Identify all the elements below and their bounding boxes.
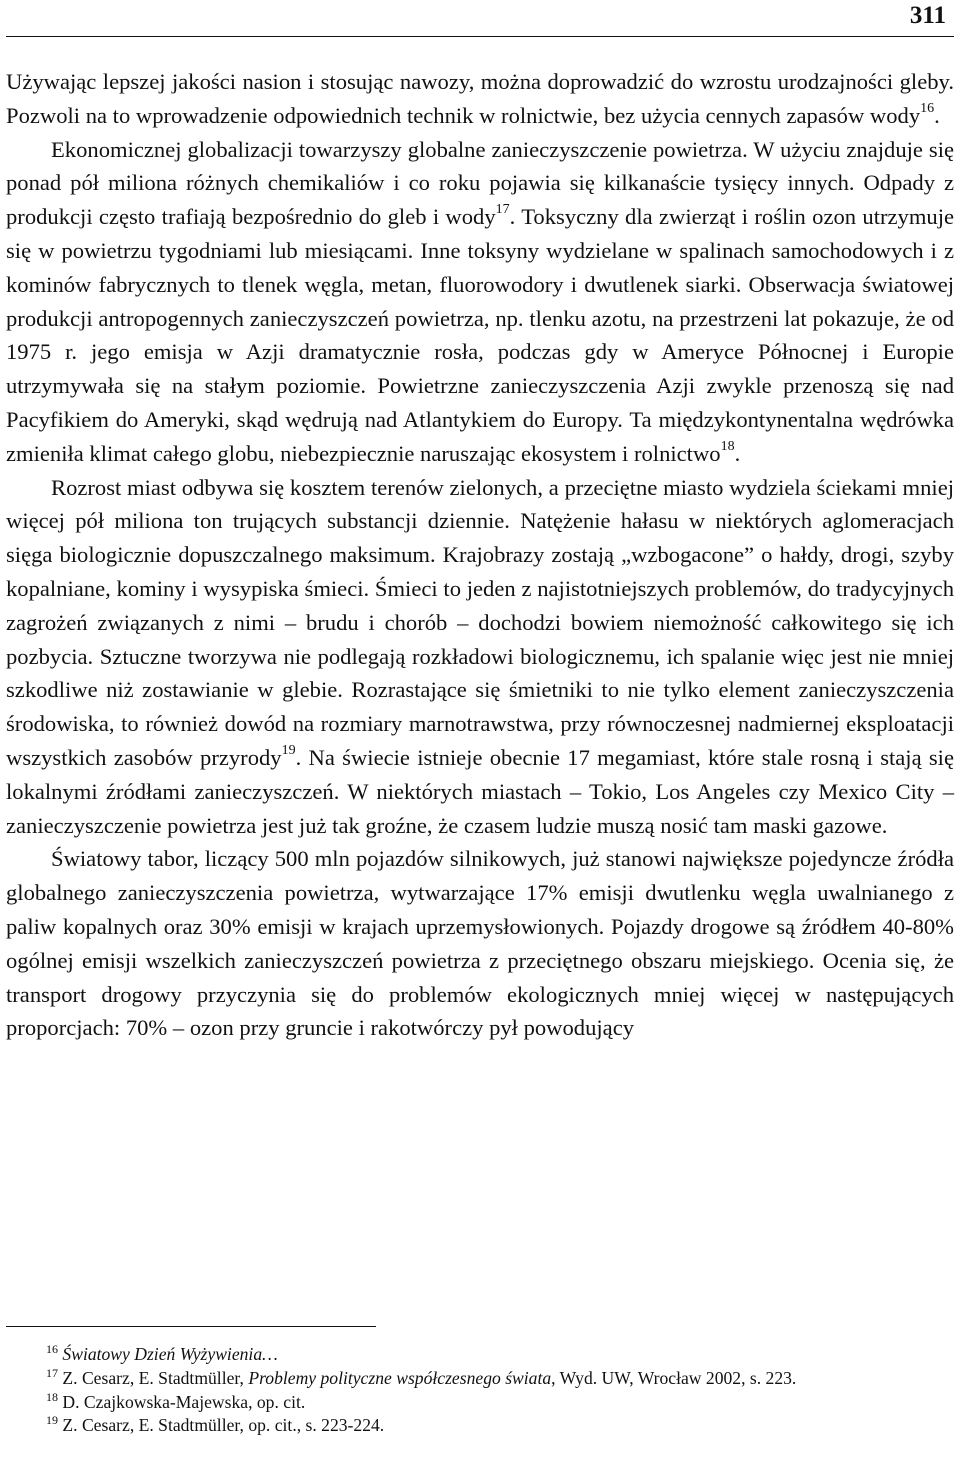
- footnote-number: 17: [46, 1365, 58, 1380]
- footnote: [6, 1367, 954, 1391]
- text-run: . Na świecie istnieje obecnie 17 megamiast, które stale rosną i stają się lokalnymi źródłami zanieczyszczeń. W niektórych miastach – Tokio, Los Angeles czy Mexico City – zanieczyszczenie powietrza jest już tak groźne, że czasem ludzie muszą nosić tam maski gazowe.: [6, 744, 954, 838]
- paragraph: [6, 133, 954, 471]
- text-run: Z. Cesarz, E. Stadtmüller, op. cit., s. 223-224.: [62, 1415, 385, 1436]
- footnote: [6, 1343, 954, 1367]
- text-run: Z. Cesarz, E. Stadtmüller,: [62, 1367, 249, 1388]
- text-run: , Wyd. UW, Wrocław 2002, s. 223.: [551, 1367, 797, 1388]
- text-run: Światowy tabor, liczący 500 mln pojazdów silnikowych, już stanowi największe pojedyncze źródła globalnego zanieczyszczenia powietrza, wytwarzające 17% emisji dwutlenku węgla uwalnianego z paliw kopalnych oraz 30% emisji w krajach uprzemysłowionych. Pojazdy drogowe są źródłem 40-80% ogólnej emisji wszelkich zanieczyszczeń powietrza z przeciętnego obszaru miejskiego. Ocenia się, że transport drogowy przyczynia się do problemów ekologicznych mniej więcej w następujących proporcjach: 70% – ozon przy gruncie i rakotwórczy pył powodujący: [6, 846, 954, 1041]
- text-run: Ekonomicznej globalizacji towarzyszy globalne zanieczyszczenie powietrza. W użyciu znajduje się ponad pół miliona różnych chemikaliów i co roku pojawia się kilkanaście tysięcy innych. Odpady z produkcji często trafiają bezpośrednio do gleb i wody: [6, 136, 954, 230]
- text-run: .: [934, 102, 940, 128]
- footnotes: [6, 1343, 954, 1438]
- text-run: Rozrost miast odbywa się kosztem terenów zielonych, a przeciętne miasto wydziela ściekami mniej więcej pół miliona ton trujących substancji dziennie. Natężenie hałasu w niektórych aglomeracjach sięga biologicznie dopuszczalnego maksimum. Krajobrazy zostają „wzbogacone” o hałdy, drogi, szyby kopalniane, kominy i wysypiska śmieci. Śmieci to jeden z najistotniejszych problemów, do tradycyjnych zagrożeń związanych z nimi – brudu i chorób – dochodzi bowiem niemożność całkowitego się ich pozbycia. Sztuczne tworzywa nie podlegają rozkładowi biologicznemu, ich spalanie więc jest nie mniej szkodliwe niż zostawianie w glebie. Rozrastające się śmietniki to nie tylko element zanieczyszczenia środowiska, to również dowód na rozmiary marnotrawstwa, przy równoczesnej nadmiernej eksploatacji wszystkich zasobów przyrody: [6, 474, 954, 770]
- italic-text: Problemy polityczne współczesnego świata: [248, 1367, 552, 1388]
- footnote: [6, 1414, 954, 1438]
- paragraph: [6, 65, 954, 133]
- italic-text: Światowy Dzień Wyżywienia…: [62, 1344, 278, 1364]
- footnote-reference[interactable]: 16: [920, 100, 935, 116]
- text-run: .: [734, 440, 741, 466]
- footnote: [6, 1391, 954, 1415]
- footnote-number: 19: [46, 1413, 58, 1428]
- text-run: . Toksyczny dla zwierząt i roślin ozon utrzymuje się w powietrzu tygodniami lub miesiącami. Inne toksyny wydzielane w spalinach samochodowych i z kominów fabrycznych to tlenek węgla, metan, fluorowodory i dwutlenek siarki. Obserwacja światowej produkcji antropogennych zanieczyszczeń powietrza, np. tlenku azotu, na przestrzeni lat pokazuje, że od 1975 r. jego emisja w Azji dramatycznie rosła, podczas gdy w Ameryce Północnej i Europie utrzymywała się na stałym poziomie. Powietrzne zanieczyszczenia Azji zwykle przenoszą się nad Pacyfikiem do Ameryki, skąd wędrują nad Atlantykiem do Europy. Ta międzykontynentalna wędrówka zmieniła klimat całego globu, niebezpiecznie naruszając ekosystem i rolnictwo: [6, 204, 954, 466]
- footnote-reference[interactable]: 17: [495, 202, 510, 218]
- footnote-number: 18: [46, 1389, 58, 1404]
- text-run: D. Czajkowska-Majewska, op. cit.: [62, 1391, 306, 1412]
- footnote-reference[interactable]: 18: [720, 438, 735, 454]
- text-run: Używając lepszej jakości nasion i stosując nawozy, można doprowadzić do wzrostu urodzajności gleby. Pozwoli na to wprowadzenie odpowiednich technik w rolnictwie, bez użycia cennych zapasów wody: [6, 69, 954, 128]
- footnote-number: 16: [46, 1342, 58, 1356]
- footnote-separator: [6, 1326, 376, 1327]
- paragraph: [6, 842, 954, 1045]
- body-text: [6, 65, 954, 1045]
- footnote-reference[interactable]: 19: [281, 742, 296, 758]
- page-number: 311: [909, 2, 946, 29]
- header-rule: [6, 36, 954, 37]
- paragraph: [6, 471, 954, 843]
